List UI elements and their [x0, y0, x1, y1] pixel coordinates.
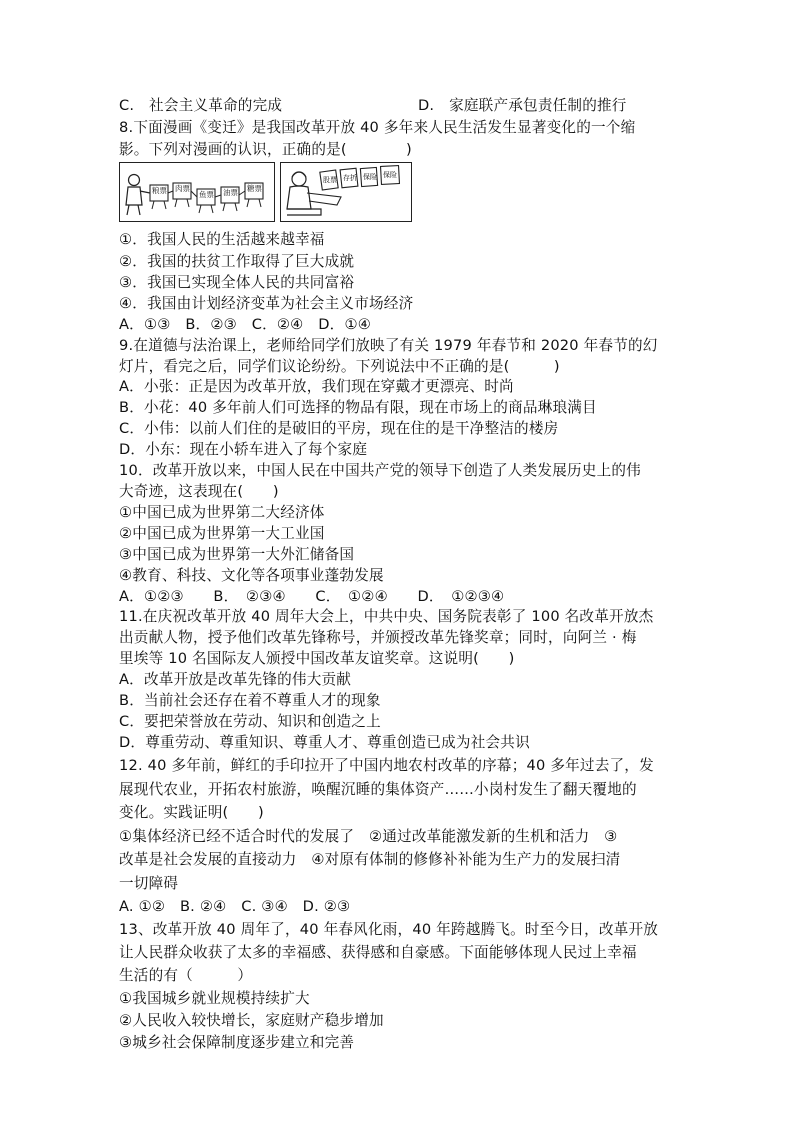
comic-coupon-label: 粮票: [152, 186, 167, 195]
q12-stem-line-3: 变化。实践证明( ): [119, 804, 264, 821]
q11-option-a: A．改革开放是改革先锋的伟大贡献: [119, 671, 352, 688]
q10-options: A．①②③ B． ②③④ C． ①②④ D． ①②③④: [119, 588, 505, 605]
comic-right-panel: [280, 162, 412, 222]
q12-stem-line-6: 一切障碍: [119, 875, 179, 892]
q12-stem-line-1: 12. 40 多年前，鲜红的手印拉开了中国内地农村改革的序幕；40 多年过去了，发: [119, 757, 654, 774]
comic-document-label: 保险: [383, 171, 397, 179]
q10-statement: ④教育、科技、文化等各项事业蓬勃发展: [119, 567, 384, 584]
q12-stem-line-5: 改革是社会发展的直接动力 ④对原有体制的修修补补能为生产力的发展扫清: [119, 851, 621, 868]
comic-document-label: 股票: [323, 176, 337, 184]
comic-coupon-label: 油票: [223, 188, 238, 197]
q12-options: A. ①② B. ②④ C. ③④ D. ②③: [119, 898, 351, 915]
q8-stem-line-1: 8.下面漫画《变迁》是我国改革开放 40 多年来人民生活发生显著变化的一个缩: [119, 119, 636, 136]
q7-option-c: C. 社会主义革命的完成: [119, 97, 283, 114]
comic-document-label: 存折: [343, 174, 357, 182]
q12-stem-line-4: ①集体经济已经不适合时代的发展了 ②通过改革能激发新的生机和活力 ③: [119, 828, 618, 845]
q11-stem-line-3: 里埃等 10 名国际友人颁授中国改革友谊奖章。这说明( ): [119, 650, 515, 667]
q9-option-d: D．小东：现在小轿车进入了每个家庭: [119, 441, 368, 458]
q9-stem-line-2: 灯片，看完之后，同学们议论纷纷。下列说法中不正确的是( ): [119, 358, 560, 375]
q12-stem-line-2: 展现代农业，开拓农村旅游，唤醒沉睡的集体资产……小岗村发生了翻天覆地的: [119, 781, 637, 798]
q10-statement: ②中国已成为世界第一大工业国: [119, 525, 325, 542]
q8-statement: ④．我国由计划经济变革为社会主义市场经济: [119, 295, 414, 312]
q7-option-d: D. 家庭联产承包责任制的推行: [418, 97, 627, 114]
q13-stem-line-2: 让人民群众收获了太多的幸福感、获得感和自豪感。下面能够体现人民过上幸福: [119, 944, 637, 961]
q9-stem-line-1: 9.在道德与法治课上，老师给同学们放映了有关 1979 年春节和 2020 年春节的幻: [119, 337, 658, 354]
q13-stem-line-3: 生活的有（ ）: [119, 967, 253, 984]
q10-stem-line-1: 10．改革开放以来，中国人民在中国共产党的领导下创造了人类发展历史上的伟: [119, 462, 641, 479]
q11-option-b: B．当前社会还存在着不尊重人才的现象: [119, 692, 381, 709]
q8-stem-line-2: 影。下列对漫画的认识，正确的是( ): [119, 141, 412, 158]
q11-stem-line-1: 11.在庆祝改革开放 40 周年大会上，中共中央、国务院表彰了 100 名改革开放杰: [119, 608, 654, 625]
q11-option-d: D．尊重劳动、尊重知识、尊重人才、尊重创造已成为社会共识: [119, 734, 530, 751]
comic-coupon-label: 鱼票: [199, 190, 214, 199]
comic-left-panel: [119, 162, 275, 222]
comic-coupon-label: 肉票: [175, 184, 190, 193]
q8-statement: ①．我国人民的生活越来越幸福: [119, 231, 325, 248]
q13-statement: ②人民收入较快增长，家庭财产稳步增加: [119, 1012, 384, 1029]
comic-coupon-label: 糖票: [247, 184, 262, 193]
q13-statement: ①我国城乡就业规模持续扩大: [119, 990, 310, 1007]
q11-stem-line-2: 出贡献人物，授予他们改革先锋称号，并颁授改革先锋奖章；同时，向阿兰 · 梅: [119, 629, 637, 646]
q11-option-c: C．要把荣誉放在劳动、知识和创造之上: [119, 713, 381, 730]
comic-document-label: 保险: [363, 173, 377, 181]
person-head-icon: [129, 175, 140, 186]
q10-statement: ①中国已成为世界第二大经济体: [119, 504, 325, 521]
q13-stem-line-1: 13、改革开放 40 周年了，40 年春风化雨，40 年跨越腾飞。时至今日，改革开放: [119, 921, 659, 938]
q9-option-a: A．小张：正是因为改革开放，我们现在穿戴才更漂亮、时尚: [119, 378, 514, 395]
q8-options: A．①③ B．②③ C．②④ D．①④: [119, 316, 372, 333]
q9-option-c: C．小伟：以前人们住的是破旧的平房，现在住的是干净整洁的楼房: [119, 420, 559, 437]
q13-statement: ③城乡社会保障制度逐步建立和完善: [119, 1034, 355, 1051]
q10-stem-line-2: 大奇迹，这表现在( ): [119, 483, 279, 500]
q9-option-b: B．小花：40 多年前人们可选择的物品有限，现在市场上的商品琳琅满目: [119, 399, 597, 416]
q10-statement: ③中国已成为世界第一大外汇储备国: [119, 546, 355, 563]
q8-statement: ③．我国已实现全体人民的共同富裕: [119, 274, 355, 291]
q8-statement: ②．我国的扶贫工作取得了巨大成就: [119, 253, 355, 270]
